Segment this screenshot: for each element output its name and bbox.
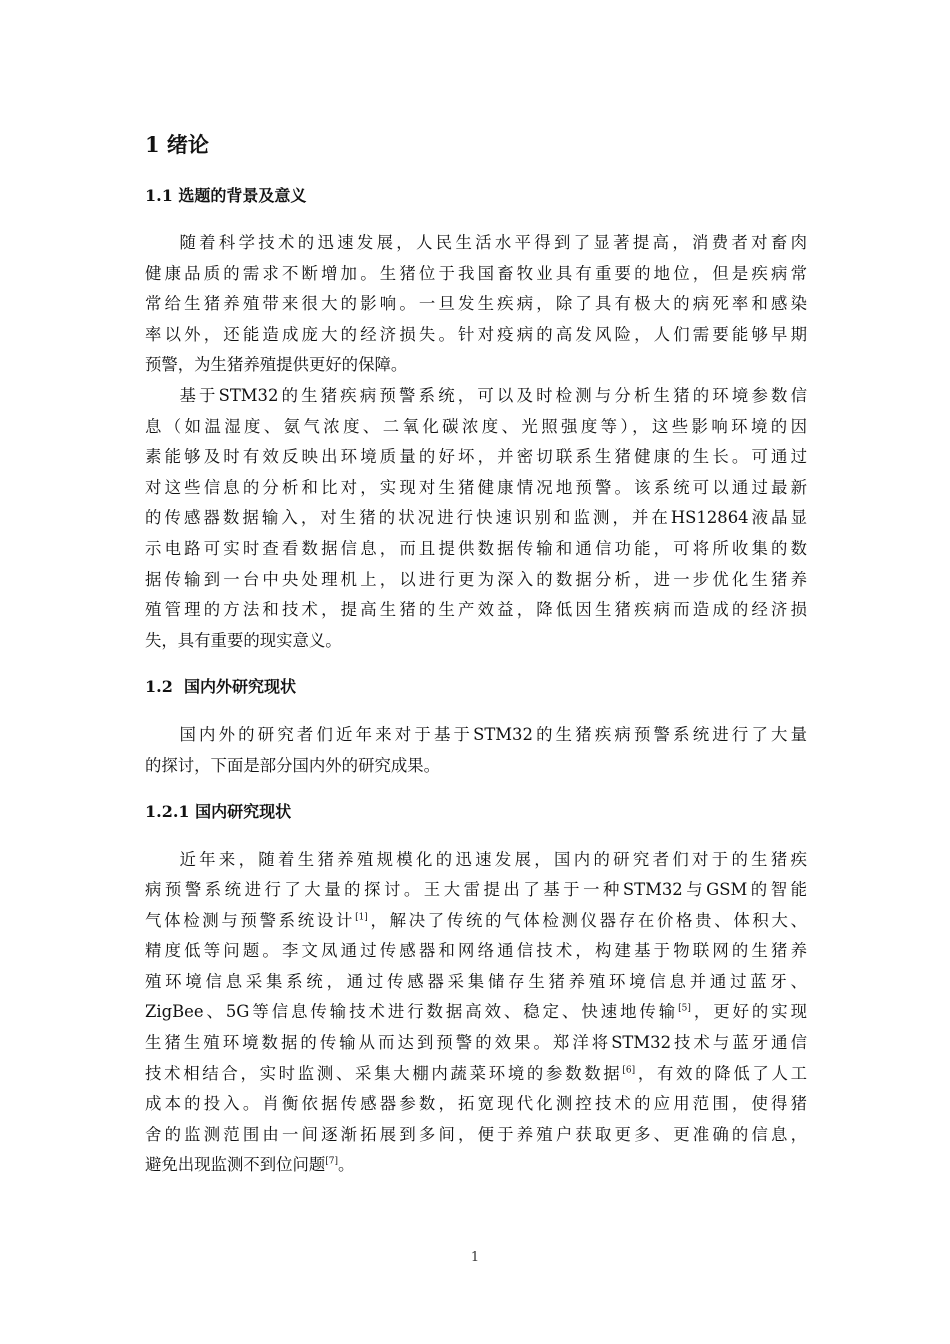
text-line: 近年来，随着生猪养殖规模化的迅速发展，国内的研究者们对于的生猪疾	[179, 849, 807, 869]
citation-ref: [5]	[678, 1004, 691, 1014]
text-line: 预警，为生猪养殖提供更好的保障。	[145, 355, 408, 375]
text-segment: 避免出现监测不到位问题	[145, 1155, 326, 1175]
text-line: 素能够及时有效反映出环境质量的好坏，并密切联系生猪健康的生长。可通过	[145, 447, 807, 467]
text-segment: 。	[338, 1155, 355, 1175]
text-line: 生猪生殖环境数据的传输从而达到预警的效果。郑洋将STM32技术与蓝牙通信	[145, 1033, 807, 1053]
text-line: 随着科学技术的迅速发展，人民生活水平得到了显著提高，消费者对畜肉	[179, 233, 807, 252]
text-line: 率以外，还能造成庞大的经济损失。针对疫病的高发风险，人们需要能够早期	[145, 324, 807, 344]
page-content	[145, 128, 807, 1181]
paragraph-significance	[145, 381, 807, 656]
text-line: 失，具有重要的现实意义。	[145, 630, 342, 650]
page-number: 1	[470, 1250, 480, 1265]
paragraph-domestic-research	[145, 845, 807, 1182]
text-line: 对这些信息的分析和比对，实现对生猪健康情况地预警。该系统可以通过最新	[145, 477, 807, 497]
text-line: 舍的监测范围由一间逐渐拓展到多间，便于养殖户获取更多、更准确的信息，	[145, 1124, 807, 1144]
text-line: 病预警系统进行了大量的探讨。王大雷提出了基于一种STM32与GSM的智能	[145, 880, 807, 900]
citation-ref: [1]	[355, 912, 368, 923]
text-line: 息（如温湿度、氨气浓度、二氧化碳浓度、光照强度等），这些影响环境的因	[145, 416, 807, 436]
text-line: 精度低等问题。李文凤通过传感器和网络通信技术，构建基于物联网的生猪养	[145, 941, 807, 961]
text-segment: ，解决了传统的气体检测仪器存在价格贵、体积大、	[367, 910, 808, 930]
text-line: 的探讨，下面是部分国内外的研究成果。	[145, 755, 441, 775]
paragraph-background	[145, 228, 807, 381]
section-heading-1-2-1: 1.2.1 国内研究现状	[145, 801, 292, 821]
paragraph-research-intro	[145, 720, 807, 781]
text-line: 健康品质的需求不断增加。生猪位于我国畜牧业具有重要的地位，但是疾病常	[145, 263, 807, 283]
text-line-with-citation	[145, 997, 807, 1028]
text-line: 常给生猪养殖带来很大的影响。一旦发生疾病，除了具有极大的病死率和感染	[145, 294, 807, 314]
text-line: 成本的投入。肖衡依据传感器参数，拓宽现代化测控技术的应用范围，使得猪	[145, 1094, 807, 1114]
text-segment: 技术相结合，实时监测、采集大棚内蔬菜环境的参数数据	[145, 1063, 623, 1083]
text-segment: ZigBee、5G等信息传输技术进行数据高效、稳定、快速地传输	[145, 1002, 679, 1022]
text-line: 的传感器数据输入，对生猪的状况进行快速识别和监测，并在HS12864液晶显	[145, 508, 807, 528]
section-heading-1-2: 1.2 国内外研究现状	[145, 677, 296, 697]
text-segment: ，有效的降低了人工	[635, 1063, 808, 1083]
text-line-with-citation	[145, 1059, 807, 1090]
text-segment: 气体检测与预警系统设计	[145, 910, 356, 930]
section-heading-1-1: 1.1 选题的背景及意义	[145, 186, 307, 205]
citation-ref: [6]	[622, 1065, 636, 1076]
text-line: 示电路可实时查看数据信息，而且提供数据传输和通信功能，可将所收集的数	[145, 538, 807, 558]
text-line: 据传输到一台中央处理机上，以进行更为深入的数据分析，进一步优化生猪养	[145, 569, 807, 589]
chapter-title: 1 绪论	[145, 132, 209, 157]
text-line: 殖管理的方法和技术，提高生猪的生产效益，降低因生猪疾病而造成的经济损	[145, 600, 807, 620]
text-segment: ，更好的实现	[690, 1002, 808, 1022]
text-line-with-citation	[145, 906, 807, 937]
text-line: 基于STM32的生猪疾病预警系统，可以及时检测与分析生猪的环境参数信	[179, 385, 807, 405]
citation-ref: [7]	[325, 1156, 339, 1167]
text-line: 国内外的研究者们近年来对于基于STM32的生猪疾病预警系统进行了大量	[179, 725, 807, 745]
text-line-with-citation	[145, 1150, 807, 1181]
text-line: 殖环境信息采集系统，通过传感器采集储存生猪养殖环境信息并通过蓝牙、	[145, 971, 807, 991]
